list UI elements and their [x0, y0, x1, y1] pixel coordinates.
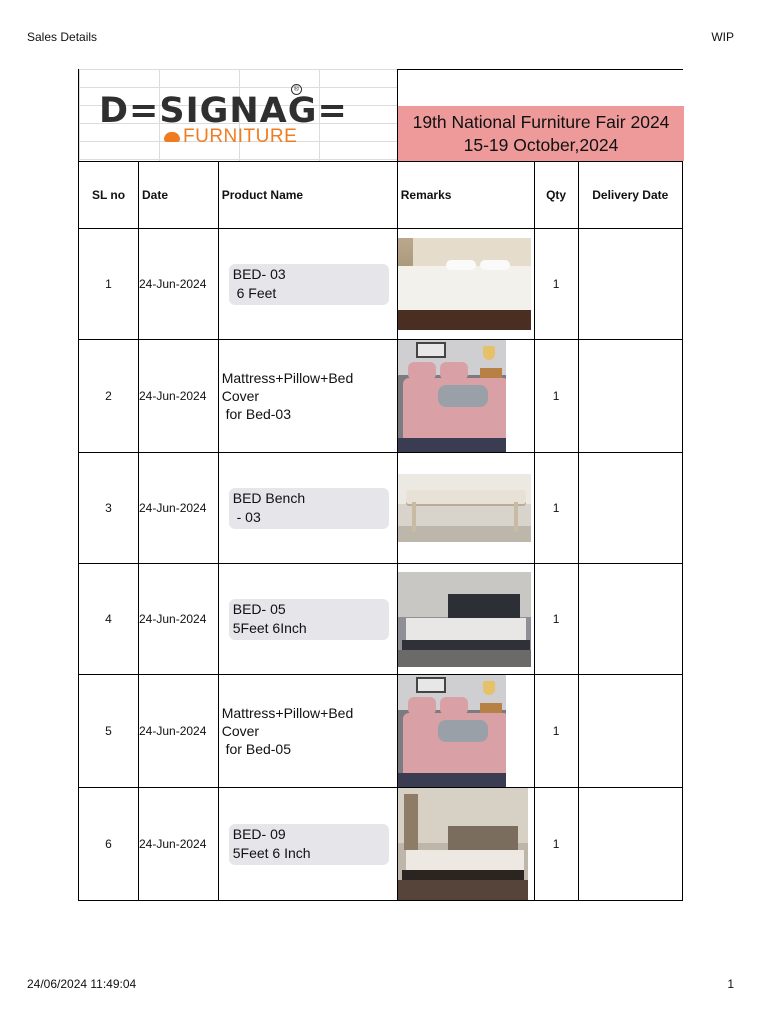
product-line: 6 Feet: [232, 284, 277, 301]
bedding-photo: [398, 675, 506, 787]
cell-sl: 2: [79, 340, 139, 453]
product-line: Cover: [221, 388, 260, 404]
table-row: [79, 564, 683, 675]
table-row: [79, 229, 683, 340]
product-pill: [229, 488, 389, 529]
cell-date: 24-Jun-2024: [139, 229, 219, 340]
bench-photo: [398, 474, 531, 542]
product-line: Mattress+Pillow+Bed: [221, 705, 354, 721]
col-qty: Qty: [534, 162, 578, 229]
product-line: 5Feet 6Inch: [232, 619, 307, 636]
bedding-photo: [398, 340, 506, 452]
product-line: for Bed-05: [221, 741, 291, 757]
cell-delivery: [578, 340, 682, 453]
table-header-row: [79, 162, 683, 229]
cell-delivery: [578, 788, 682, 901]
cell-sl: 3: [79, 453, 139, 564]
cell-product: [218, 675, 397, 788]
product-line: BED- 09: [232, 825, 286, 842]
cell-sl: 4: [79, 564, 139, 675]
cell-remarks-image: [397, 788, 534, 901]
event-banner: [398, 106, 684, 161]
page-header-status: WIP: [711, 30, 734, 44]
table-row: [79, 340, 683, 453]
bed-photo: [398, 788, 528, 900]
product-pill: [229, 824, 389, 865]
event-title: 19th National Furniture Fair 2024: [412, 112, 670, 132]
product-line: Cover: [221, 723, 260, 739]
cell-qty: 1: [534, 229, 578, 340]
cell-qty: 1: [534, 564, 578, 675]
table-row: [79, 788, 683, 901]
page-number: 1: [727, 977, 734, 991]
print-timestamp: 24/06/2024 11:49:04: [27, 977, 137, 991]
product-pill: [229, 599, 389, 640]
cell-date: 24-Jun-2024: [139, 675, 219, 788]
product-line: for Bed-03: [221, 406, 291, 422]
cell-date: 24-Jun-2024: [139, 453, 219, 564]
cell-product: [218, 453, 397, 564]
logo-subtitle: [164, 126, 297, 148]
cell-product: [218, 229, 397, 340]
product-text: [219, 704, 397, 758]
logo-area: [78, 69, 398, 161]
product-text: [219, 369, 397, 423]
col-product-name: Product Name: [218, 162, 397, 229]
registered-mark: ®: [291, 84, 302, 95]
cell-remarks-image: [397, 675, 534, 788]
product-line: BED- 05: [232, 600, 286, 617]
page-header-title: Sales Details: [27, 30, 98, 44]
col-delivery-date: Delivery Date: [578, 162, 682, 229]
product-pill: [229, 264, 389, 305]
cell-delivery: [578, 564, 682, 675]
col-date: Date: [139, 162, 219, 229]
cell-date: 24-Jun-2024: [139, 340, 219, 453]
product-line: - 03: [232, 508, 261, 525]
cell-delivery: [578, 675, 682, 788]
logo-subtitle-text: FURNITURE: [183, 126, 298, 147]
cell-date: 24-Jun-2024: [139, 788, 219, 901]
product-line: 5Feet 6 Inch: [232, 844, 311, 861]
sales-table: [78, 161, 683, 901]
cell-sl: 1: [79, 229, 139, 340]
table-row: [79, 675, 683, 788]
logo-wordmark-text: D=SIGNAG=: [99, 91, 348, 131]
cell-sl: 5: [79, 675, 139, 788]
cell-remarks-image: [397, 340, 534, 453]
event-box: [397, 69, 683, 161]
cell-remarks-image: [397, 229, 534, 340]
col-remarks: Remarks: [397, 162, 534, 229]
table-row: [79, 453, 683, 564]
cell-product: [218, 564, 397, 675]
logo-wordmark: [99, 91, 348, 131]
col-sl-no: SL no: [79, 162, 139, 229]
cell-qty: 1: [534, 788, 578, 901]
cell-qty: 1: [534, 453, 578, 564]
cell-qty: 1: [534, 340, 578, 453]
chair-icon: [164, 132, 180, 142]
cell-delivery: [578, 229, 682, 340]
cell-product: [218, 788, 397, 901]
bed-photo: [398, 572, 531, 667]
cell-delivery: [578, 453, 682, 564]
product-line: BED- 03: [232, 265, 286, 282]
cell-remarks-image: [397, 453, 534, 564]
cell-qty: 1: [534, 675, 578, 788]
cell-remarks-image: [397, 564, 534, 675]
cell-sl: 6: [79, 788, 139, 901]
cell-date: 24-Jun-2024: [139, 564, 219, 675]
bed-photo: [398, 238, 531, 330]
sales-sheet: [78, 69, 683, 898]
product-line: Mattress+Pillow+Bed: [221, 370, 354, 386]
product-line: BED Bench: [232, 489, 306, 506]
event-dates: 15-19 October,2024: [463, 135, 619, 155]
cell-product: [218, 340, 397, 453]
